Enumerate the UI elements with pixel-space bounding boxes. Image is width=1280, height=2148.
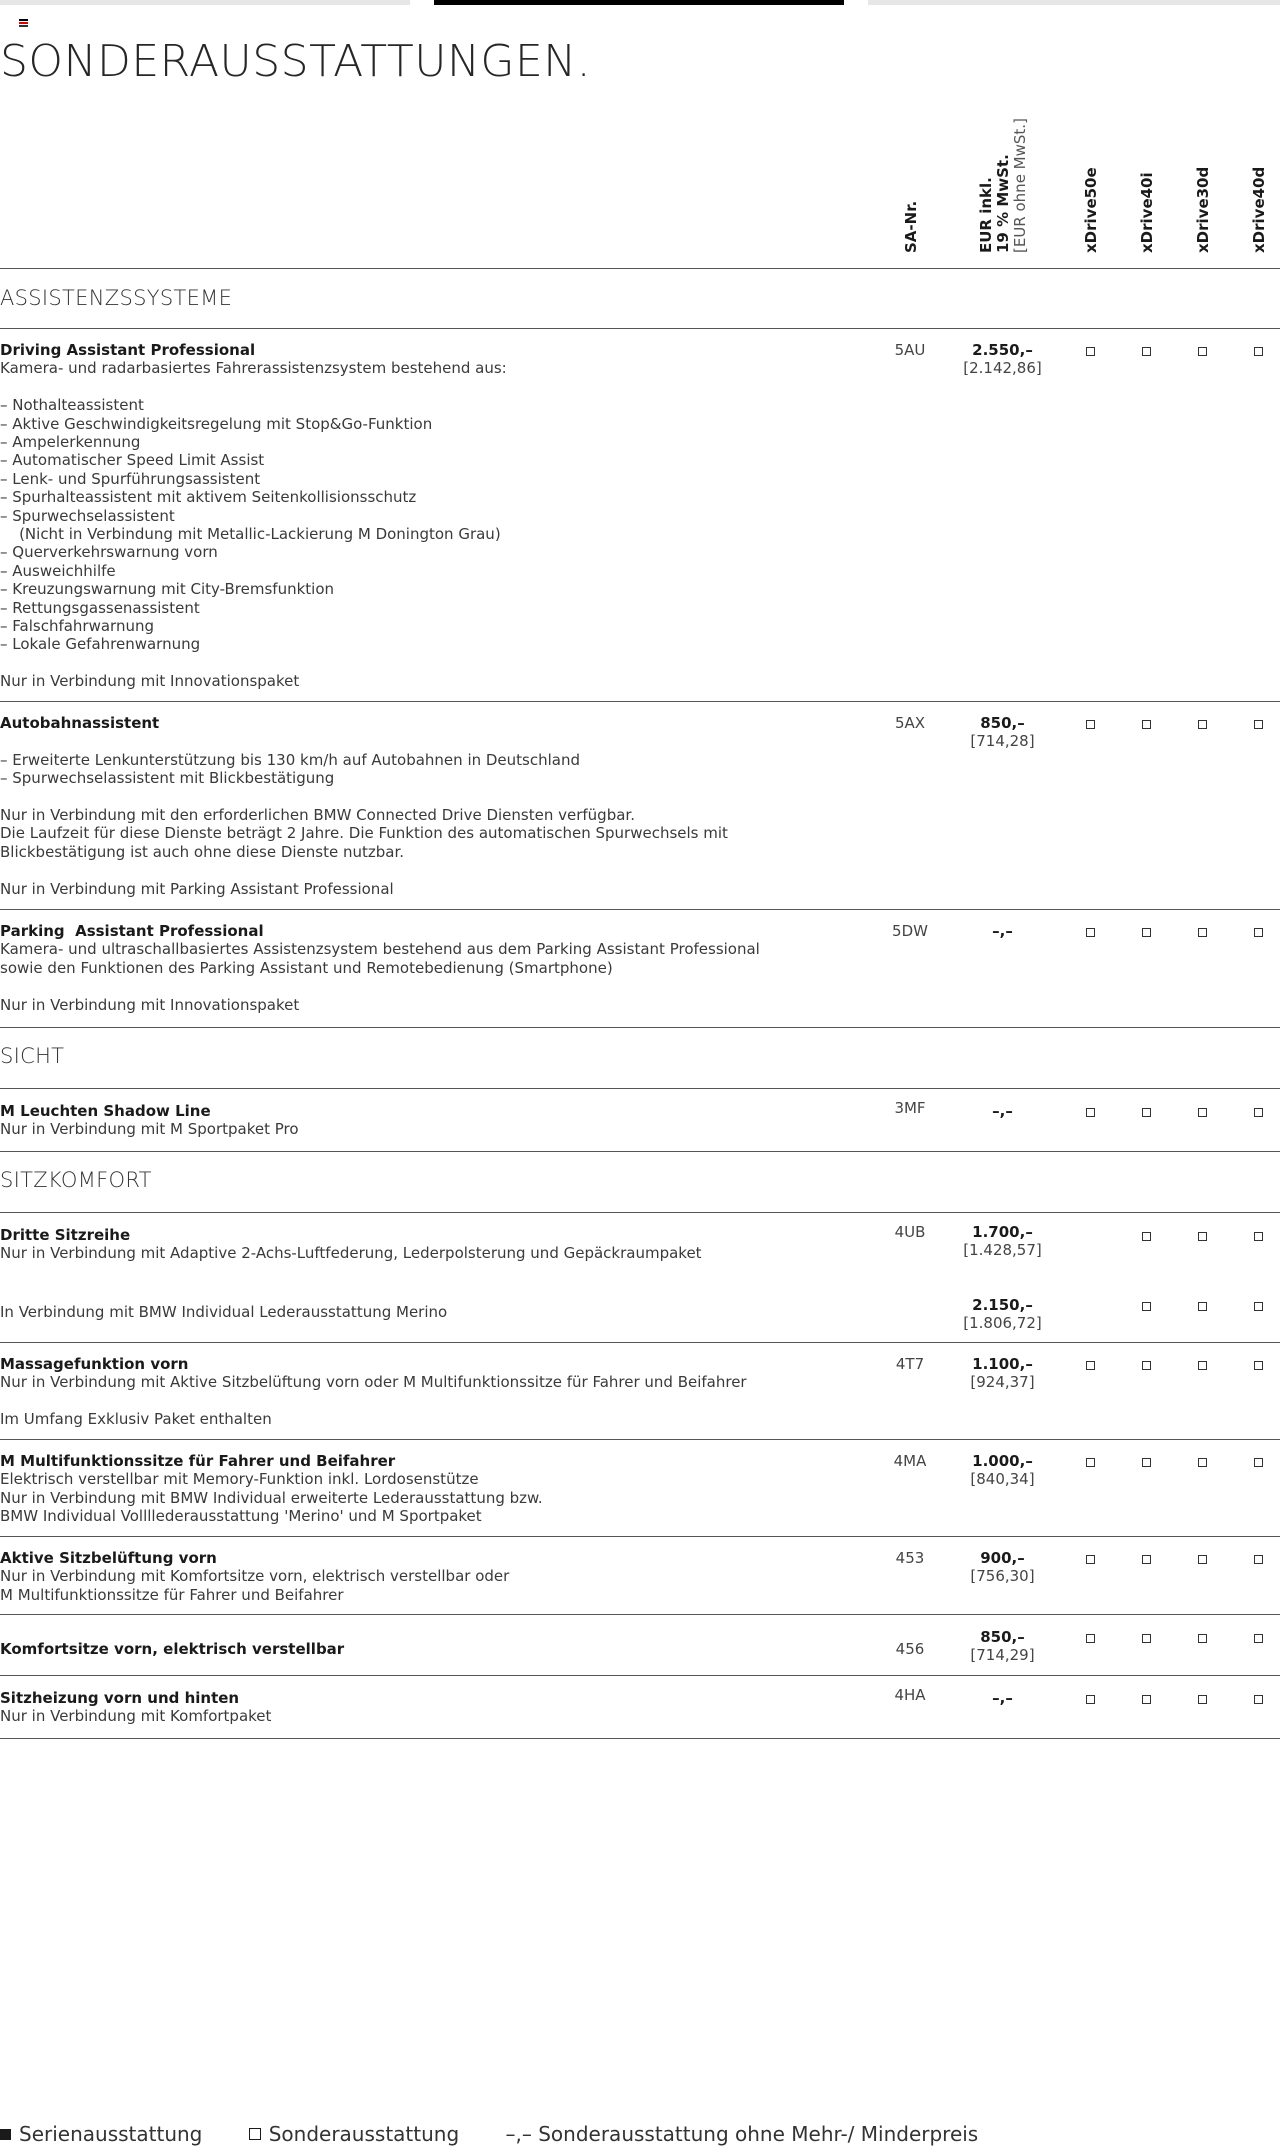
- row-name: Aktive Sitzbelüftung vorn: [0, 1549, 217, 1567]
- sa-code: 3MF: [894, 1099, 926, 1117]
- price-cell: [940, 714, 1065, 751]
- option-square: [1142, 720, 1151, 729]
- option-square: [1254, 1108, 1263, 1117]
- option-square: [1142, 347, 1151, 356]
- legend-sonder: [249, 2122, 459, 2146]
- row-name: Sitzheizung vorn und hinten: [0, 1689, 240, 1707]
- filled-square-icon: [0, 2129, 11, 2140]
- price-cell: [940, 1223, 1065, 1260]
- row-description: [0, 714, 860, 898]
- price-gross: –,–: [992, 1102, 1013, 1120]
- row-description: [0, 1640, 860, 1658]
- option-square: [1198, 1555, 1207, 1564]
- row-line: – Ausweichhilfe: [0, 561, 116, 580]
- sa-code: 456: [895, 1640, 925, 1658]
- price-net: [1.428,57]: [963, 1241, 1042, 1260]
- option-square: [1142, 928, 1151, 937]
- row-line: – Rettungsgassenassistent: [0, 598, 200, 617]
- sa-code: 4MA: [893, 1452, 927, 1470]
- price-gross: 850,–: [980, 1628, 1025, 1646]
- option-square: [1254, 1302, 1263, 1311]
- section-title-sicht: SICHT: [0, 1044, 65, 1068]
- option-square: [1254, 1555, 1263, 1564]
- row-line: – Querverkehrswarnung vorn: [0, 543, 218, 562]
- option-square: [1198, 1695, 1207, 1704]
- option-square: [1142, 1458, 1151, 1467]
- row-line: – Falschfahrwarnung: [0, 617, 154, 636]
- row-line: – Aktive Geschwindigkeitsregelung mit Stop&Go-Funktion: [0, 414, 433, 433]
- sa-code: 5AU: [894, 341, 926, 359]
- row-line: [0, 654, 860, 672]
- header-price-line2: 19 % MwSt.: [994, 154, 1012, 253]
- option-square: [1142, 1361, 1151, 1370]
- price-net: [2.142,86]: [963, 359, 1042, 378]
- option-square: [1198, 347, 1207, 356]
- row-line: Kamera- und radarbasiertes Fahrerassistenzsystem bestehend aus:: [0, 359, 507, 378]
- price-cell: [940, 1549, 1065, 1586]
- row-line: – Erweiterte Lenkunterstützung bis 130 km/h auf Autobahnen in Deutschland: [0, 750, 581, 769]
- row-name: Massagefunktion vorn: [0, 1355, 189, 1373]
- option-square: [1198, 1108, 1207, 1117]
- legend: [0, 2122, 1018, 2146]
- option-square: [1086, 347, 1095, 356]
- row-line: BMW Individual Vollllederausstattung 'Merino' und M Sportpaket: [0, 1507, 482, 1526]
- progress-segment-2-active: [434, 0, 844, 5]
- header-model-2: xDrive40i: [1138, 172, 1156, 253]
- option-square: [1142, 1555, 1151, 1564]
- row-line: [0, 977, 860, 995]
- price-gross: 1.000,–: [972, 1452, 1033, 1470]
- row-line: – Spurhalteassistent mit aktivem Seitenkollisionsschutz: [0, 488, 417, 507]
- row-line: (Nicht in Verbindung mit Metallic-Lackierung M Donington Grau): [0, 525, 501, 544]
- sa-code: 5DW: [892, 922, 928, 940]
- section-title-sitz: SITZKOMFORT: [0, 1168, 152, 1192]
- divider: [0, 1675, 1280, 1676]
- legend-sonder-label: Sonderausstattung: [268, 2122, 460, 2146]
- option-square: [1198, 1361, 1207, 1370]
- option-square: [1198, 1458, 1207, 1467]
- price-cell: [940, 1689, 1065, 1707]
- row-line: Nur in Verbindung mit M Sportpaket Pro: [0, 1120, 299, 1139]
- row-description: [0, 1549, 860, 1604]
- sa-code: 5AX: [894, 714, 926, 732]
- row-line: – Nothalteassistent: [0, 396, 144, 415]
- price-net: [756,30]: [970, 1567, 1035, 1586]
- price-cell: [940, 1452, 1065, 1489]
- divider: [0, 1212, 1280, 1213]
- row-line: – Spurwechselassistent mit Blickbestätigung: [0, 769, 335, 788]
- option-square: [1254, 1361, 1263, 1370]
- row-line: Kamera- und ultraschallbasiertes Assistenzsystem bestehend aus dem Parking Assistant Professional: [0, 940, 760, 959]
- price-gross: 900,–: [980, 1549, 1025, 1567]
- divider: [0, 1088, 1280, 1089]
- row-line: Die Laufzeit für diese Dienste beträgt 2 Jahre. Die Funktion des automatischen Spurwechsels mit: [0, 824, 728, 843]
- row-description: [0, 922, 860, 1014]
- row-line: Nur in Verbindung mit Parking Assistant Professional: [0, 879, 394, 898]
- row-line: – Lokale Gefahrenwarnung: [0, 635, 201, 654]
- row-name: Autobahnassistent: [0, 714, 160, 732]
- price-net: [714,29]: [970, 1646, 1035, 1665]
- progress-segment-1: [0, 0, 410, 5]
- divider: [0, 1342, 1280, 1343]
- header-sa-nr: SA-Nr.: [902, 200, 920, 253]
- price-cell: [940, 1102, 1065, 1120]
- option-square: [1086, 720, 1095, 729]
- option-square: [1086, 928, 1095, 937]
- sa-code: 453: [895, 1549, 925, 1567]
- row-line: In Verbindung mit BMW Individual Lederausstattung Merino: [0, 1303, 448, 1321]
- sa-code: 4UB: [894, 1223, 926, 1241]
- section-title-assist: ASSISTENZSSYSTEME: [0, 286, 233, 310]
- price-gross: –,–: [992, 922, 1013, 940]
- price-cell: [940, 1628, 1065, 1665]
- row-line: [0, 861, 860, 879]
- divider: [0, 1151, 1280, 1152]
- page-title: SONDERAUSSTATTUNGEN.: [0, 36, 592, 87]
- legend-serie: [0, 2122, 202, 2146]
- divider: [0, 701, 1280, 702]
- legend-ohne: –,– Sonderausstattung ohne Mehr-/ Minderpreis: [505, 2122, 979, 2146]
- row-line: Nur in Verbindung mit Aktive Sitzbelüftung vorn oder M Multifunktionssitze für Fahrer und Beifahrer: [0, 1373, 747, 1392]
- row-description: [0, 1452, 860, 1526]
- row-line: – Kreuzungswarnung mit City-Bremsfunktion: [0, 580, 335, 599]
- row-description: [0, 1102, 860, 1139]
- row-line: [0, 378, 860, 396]
- row-line: sowie den Funktionen des Parking Assistant und Remotebedienung (Smartphone): [0, 958, 613, 977]
- row-description: [0, 1355, 860, 1429]
- row-name: Parking Assistant Professional: [0, 922, 264, 940]
- row-line: Elektrisch verstellbar mit Memory-Funktion inkl. Lordosenstütze: [0, 1470, 479, 1489]
- divider: [0, 1614, 1280, 1615]
- option-square: [1254, 720, 1263, 729]
- row-line: – Lenk- und Spurführungsassistent: [0, 469, 261, 488]
- price-net: [840,34]: [970, 1470, 1035, 1489]
- row-line: Nur in Verbindung mit Komfortsitze vorn, elektrisch verstellbar oder: [0, 1567, 510, 1586]
- divider: [0, 268, 1280, 269]
- option-square: [1086, 1108, 1095, 1117]
- header-price-line3: [EUR ohne MwSt.]: [1011, 118, 1029, 253]
- row-line: [0, 788, 860, 806]
- row-line: Nur in Verbindung mit Innovationspaket: [0, 672, 300, 691]
- divider: [0, 909, 1280, 910]
- row-line: Im Umfang Exklusiv Paket enthalten: [0, 1410, 272, 1429]
- option-square: [1254, 1695, 1263, 1704]
- price-net: [924,37]: [970, 1373, 1035, 1392]
- open-square-icon: [249, 2128, 261, 2140]
- option-square: [1142, 1232, 1151, 1241]
- row-line: – Automatischer Speed Limit Assist: [0, 451, 265, 470]
- option-square: [1198, 1302, 1207, 1311]
- option-square: [1086, 1634, 1095, 1643]
- option-square: [1198, 720, 1207, 729]
- row-line: [0, 732, 860, 750]
- row-line: – Spurwechselassistent: [0, 506, 175, 525]
- option-square: [1254, 1232, 1263, 1241]
- row-name: M Multifunktionssitze für Fahrer und Beifahrer: [0, 1452, 396, 1470]
- row-name: M Leuchten Shadow Line: [0, 1102, 211, 1120]
- row-description: [0, 1226, 860, 1263]
- price-cell: [940, 1355, 1065, 1392]
- row-line: M Multifunktionssitze für Fahrer und Beifahrer: [0, 1585, 344, 1604]
- divider: [0, 1738, 1280, 1739]
- divider: [0, 1027, 1280, 1028]
- price-gross: 1.100,–: [972, 1355, 1033, 1373]
- header-model-4: xDrive40d: [1250, 166, 1268, 253]
- row-line: Nur in Verbindung mit Innovationspaket: [0, 995, 300, 1014]
- option-square: [1142, 1695, 1151, 1704]
- price-gross: 1.700,–: [972, 1223, 1033, 1241]
- row-line: Blickbestätigung ist auch ohne diese Dienste nutzbar.: [0, 842, 405, 861]
- row-line: Nur in Verbindung mit Komfortpaket: [0, 1707, 272, 1726]
- header-price-line1: EUR inkl.: [977, 177, 995, 253]
- divider: [0, 1536, 1280, 1537]
- price-cell: [940, 1296, 1065, 1333]
- sa-code: 4T7: [895, 1355, 925, 1373]
- row-name: Dritte Sitzreihe: [0, 1226, 131, 1244]
- option-square: [1142, 1108, 1151, 1117]
- option-square: [1086, 1458, 1095, 1467]
- price-gross: 2.150,–: [972, 1296, 1033, 1314]
- divider: [0, 328, 1280, 329]
- option-square: [1086, 1555, 1095, 1564]
- row-description: [0, 341, 860, 691]
- row-description: [0, 1303, 860, 1321]
- price-gross: –,–: [992, 1689, 1013, 1707]
- option-square: [1198, 928, 1207, 937]
- price-gross: 850,–: [980, 714, 1025, 732]
- price-gross: 2.550,–: [972, 341, 1033, 359]
- flag-icon: [19, 19, 28, 26]
- option-square: [1198, 1634, 1207, 1643]
- divider: [0, 1439, 1280, 1440]
- row-line: Nur in Verbindung mit BMW Individual erweiterte Lederausstattung bzw.: [0, 1488, 543, 1507]
- price-net: [1.806,72]: [963, 1314, 1042, 1333]
- option-square: [1254, 928, 1263, 937]
- option-square: [1198, 1232, 1207, 1241]
- price-cell: [940, 922, 1065, 940]
- progress-segment-3: [868, 0, 1280, 5]
- row-line: – Ampelerkennung: [0, 433, 141, 452]
- option-square: [1254, 347, 1263, 356]
- row-line: Nur in Verbindung mit den erforderlichen BMW Connected Drive Diensten verfügbar.: [0, 806, 635, 824]
- option-square: [1086, 1695, 1095, 1704]
- row-description: [0, 1689, 860, 1726]
- row-line: [0, 1392, 860, 1410]
- header-model-3: xDrive30d: [1194, 166, 1212, 253]
- price-net: [714,28]: [970, 732, 1035, 751]
- row-name: Komfortsitze vorn, elektrisch verstellbar: [0, 1640, 345, 1658]
- option-square: [1254, 1634, 1263, 1643]
- option-square: [1142, 1302, 1151, 1311]
- price-cell: [940, 341, 1065, 378]
- header-model-1: xDrive50e: [1082, 167, 1100, 253]
- legend-serie-label: Serienausstattung: [19, 2122, 203, 2146]
- option-square: [1086, 1361, 1095, 1370]
- row-line: Nur in Verbindung mit Adaptive 2-Achs-Luftfederung, Lederpolsterung und Gepäckraumpaket: [0, 1244, 702, 1263]
- sa-code: 4HA: [894, 1686, 926, 1704]
- row-name: Driving Assistant Professional: [0, 341, 256, 359]
- option-square: [1142, 1634, 1151, 1643]
- option-square: [1254, 1458, 1263, 1467]
